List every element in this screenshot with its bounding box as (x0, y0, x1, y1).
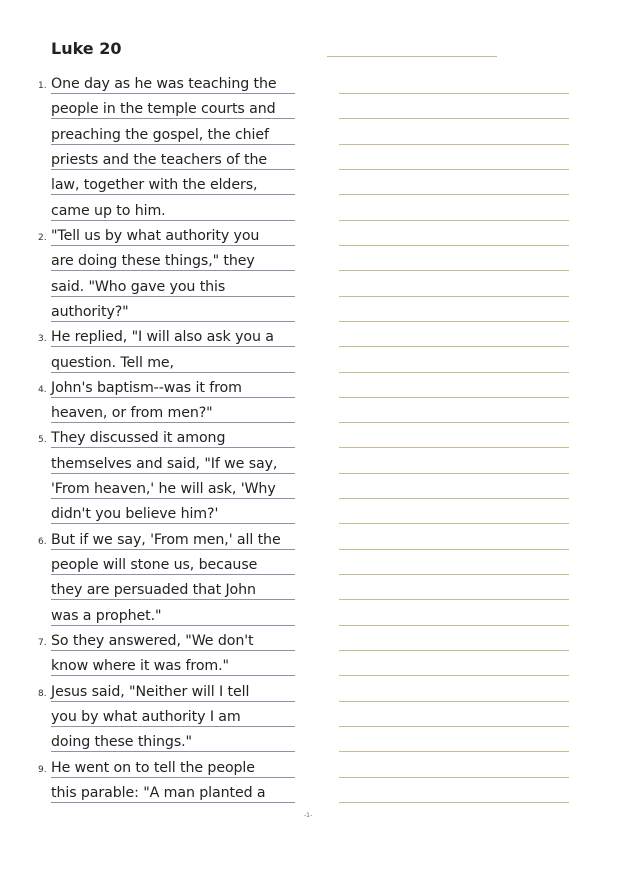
verse-line (0, 246, 624, 271)
verse-line (0, 196, 624, 221)
writing-line[interactable] (339, 802, 569, 803)
verse-line (0, 651, 624, 676)
verse-number: 4. (38, 384, 47, 395)
verse-text: But if we say, 'From men,' all the (51, 531, 281, 548)
verse-text: One day as he was teaching the (51, 76, 277, 92)
verse-line (0, 575, 624, 600)
verse-text: He replied, "I will also ask you a (51, 329, 274, 346)
verse-text: 'From heaven,' he will ask, 'Why (51, 481, 276, 498)
verse-text: they are persuaded that John (51, 582, 256, 599)
verse-line (0, 727, 624, 752)
verse-text: didn't you believe him?' (51, 506, 219, 523)
verse-line (0, 94, 624, 119)
verse-line (0, 322, 624, 347)
verse-line (0, 69, 624, 94)
verse-text: this parable: "A man planted a (51, 784, 266, 801)
verse-line (0, 499, 624, 524)
verse-line (0, 702, 624, 727)
verse-line (0, 449, 624, 474)
page-number: -1- (304, 812, 313, 819)
verse-line (0, 120, 624, 145)
verse-line (0, 525, 624, 550)
verse-text: authority?" (51, 303, 129, 320)
verse-text: are doing these things," they (51, 253, 255, 270)
verse-text: priests and the teachers of the (51, 151, 267, 168)
page-title: Luke 20 (51, 39, 122, 58)
verse-line (0, 753, 624, 778)
verse-number: 7. (38, 638, 47, 649)
verse-text: came up to him. (51, 202, 166, 219)
verse-text: They discussed it among (51, 430, 226, 447)
verse-text: doing these things." (51, 734, 192, 751)
verse-text: "Tell us by what authority you (51, 227, 260, 244)
verse-text: So they answered, "We don't (51, 633, 254, 650)
verse-number: 2. (38, 232, 47, 243)
verse-text: people in the temple courts and (51, 101, 276, 118)
verse-number: 6. (38, 536, 47, 547)
verse-line (0, 272, 624, 297)
verse-line (0, 373, 624, 398)
verse-number: 5. (38, 435, 47, 446)
text-underline (51, 802, 295, 803)
verse-text: was a prophet." (51, 607, 162, 624)
verse-line (0, 550, 624, 575)
verse-text: themselves and said, "If we say, (51, 455, 278, 472)
verse-number: 8. (38, 688, 47, 699)
verse-text: question. Tell me, (51, 354, 174, 371)
verse-text: heaven, or from men?" (51, 405, 213, 422)
verse-line (0, 778, 624, 803)
verse-text: John's baptism--was it from (51, 379, 242, 396)
verse-line (0, 170, 624, 195)
verse-line (0, 601, 624, 626)
verse-line (0, 348, 624, 373)
verse-line (0, 145, 624, 170)
verse-line (0, 474, 624, 499)
verse-number: 1. (38, 81, 47, 91)
verse-text: law, together with the elders, (51, 177, 258, 194)
verse-text: you by what authority I am (51, 709, 241, 725)
name-line (327, 56, 497, 57)
verse-line (0, 423, 624, 448)
verse-line (0, 677, 624, 702)
verse-text: He went on to tell the people (51, 759, 255, 776)
verse-text: know where it was from." (51, 658, 229, 675)
verse-number: 9. (38, 764, 47, 775)
verse-line (0, 398, 624, 423)
verse-line (0, 297, 624, 322)
verse-text: preaching the gospel, the chief (51, 126, 269, 143)
verse-line (0, 221, 624, 246)
verse-text: people will stone us, because (51, 557, 258, 574)
verse-text: Jesus said, "Neither will I tell (51, 683, 250, 700)
verse-number: 3. (38, 334, 47, 345)
verse-line (0, 626, 624, 651)
verse-text: said. "Who gave you this (51, 278, 226, 295)
